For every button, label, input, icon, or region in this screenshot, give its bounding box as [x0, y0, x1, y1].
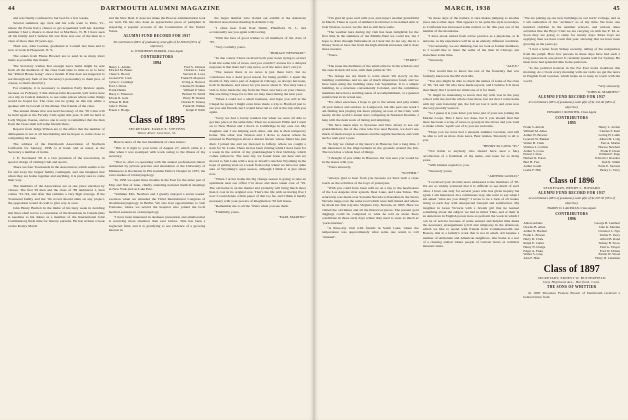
left-column-2	[109, 16, 206, 420]
class-heading-1897: Class of 1897	[543, 264, 600, 276]
rc1-para-10: “Yours sincerely,	[327, 165, 352, 170]
lc1-para-7: Reports from Judge Wilson are to the effect that the number of delinquents is not at all bewildering and he hopes to come close to completing his task.	[8, 127, 105, 141]
contributor-name: Leonard W. Cash	[108, 76, 132, 81]
lc1-para-8: The address of the Dartmouth Association of Northern California for January, 1938, is at hand, and as usual, at the Secretary a number of items.	[8, 141, 105, 155]
contributor-name: Leslie F. Hill	[523, 168, 541, 173]
contributor-name: Earle E. Stevens	[598, 164, 621, 169]
contributor-name: Fred W. Ulman	[599, 248, 621, 253]
year-1895: 1895	[567, 120, 576, 126]
contributor-name: Stevens R. Lowe	[182, 72, 206, 77]
rc3-para-1: “I had a letter from Sidney recently, telling of his resignation from his pulpit. How few persons in these days have had such a long pastorate in one place! It certainly speaks well for Sydney. He must have had splendid time in the pastorate.	[523, 47, 621, 65]
left-column-1	[8, 16, 105, 420]
contributor-name: Charles E. Tenney	[181, 99, 206, 104]
contributor-name: Frank H. Maynard	[180, 76, 206, 81]
contributor-name: Charles H. Perkins	[180, 84, 206, 89]
contributor-name: Frank L. Bowen	[523, 232, 545, 237]
contributor-name: Harry D. Lakeman	[595, 256, 621, 261]
rc1-para-3: “TERRY.”	[403, 58, 419, 63]
contributor-name: Arthur Gould	[523, 164, 542, 169]
lc3-para-11: “Faithfully yours,	[214, 209, 240, 214]
contributor-name: William F. Page	[598, 152, 621, 157]
contributor-name: Henry L. Adams	[108, 64, 131, 69]
class-secretary: SECRETARY, EARLE E. STEVENS	[128, 127, 186, 132]
contributor-name: Horace Newhart	[598, 144, 621, 149]
left-column-3	[209, 16, 306, 420]
contributor-name: Paul R. Smith	[601, 160, 621, 165]
fund-record-title: ALUMNI FUND RECORD FOR 1937	[123, 34, 191, 39]
lc3-para-10: “Remember me to all the ’95ers when you see them.	[214, 204, 289, 209]
contributor-name: Frank P. Owen	[600, 148, 621, 153]
contributor-name: Chase S. Brown	[108, 72, 131, 77]
rc2-para-1: “I have about retired from active practice as a physician, or in Arizona, as my experience will be as an entirely different condition.	[422, 34, 520, 43]
fund-record-title-1895: ALUMNI FUND RECORD FOR 1937	[538, 94, 606, 99]
contributor-name: John T. Harris	[108, 103, 128, 108]
contributor-name: Arthur S. Cross	[523, 148, 544, 153]
right-page	[314, 0, 628, 420]
lc1-para-9: J. E. Townsend ’95 is a vice president of the association, in special charge of visiting Club and sports.	[8, 155, 105, 164]
lc3-para-9: “When I arrive home the big change season is going to take an apartment near our office I’ve more and more taken care of ’95. The old home is on the market and probably will bring much more than it cost in its original cost. That’s the life with us having five I now I could delete a little paper of that too far, and I think it hardly necessary with your powers of imagination ’95 full house.	[209, 177, 307, 203]
rc1-para-0: “I’m glad all goes well with you, and expect another grandchild in March. There is a part of Amherst in October to be named Ann or Jean Watson, so now we the dad as still have some.	[322, 16, 419, 29]
rc1-para-1: “The weather here during my visit has been delightful for the first time in the summers of the Middle-West we could not, but I hope to drive through Nebraska in as I hear but do not say, but in a library State at best, but from the high altitude increases and it does more sweater.	[322, 30, 419, 52]
rc1-para-7: “We have taken trips to Syracuse and New Jersey to see our grandchildren, but of the class who live near Boston, we don’t see much of them except at reunions and the regular luncheon, and with such a rush year a year.	[322, 123, 419, 141]
contributor-name: Edgar A. Fiske	[523, 248, 544, 253]
issue-date: MARCH, 1938	[444, 5, 491, 12]
name-row	[109, 109, 206, 113]
rc1-para-13: “With you could have been with us on a trip to the headwaters of the Los Angeles river system, Deer Lake, and Lake Tahoe. The return trip was made over Sonoma Nevada to Pasadena in the Sierra Nevada range over the same road which were half mined and where he made his first trip into Virginia City, Nevada, in 1895. Here we visited the old mines and all the historical places. The present gold diggings could be compared to what he told us about there conditions in those early days where they used to wear as much as ‘pack-lunches’.	[322, 186, 419, 225]
lc3-para-12: “EARL MARTIN.”	[278, 215, 307, 220]
fund-record-line-1895: 43 contributors (96% of graduates), total gifts of $1,132.00 (98% of objective).	[528, 100, 616, 109]
rc3-para-2: “Is the political horizon in the Far East looks troublous this morning. At o’clock every morning with our radio we get the news in English from London, which helps us to keep in touch with the world.	[523, 65, 621, 83]
rc2-para-8: “So I guess it is your letter you have just of your son joining the Marine Corps. This I have not done, but it you should find that there has been a scrap of news or gossip in the above and you want to make a little ‘squib’ out of it, you are welcome.	[422, 111, 520, 129]
rc2-para-13: “Sincerely yours,	[427, 168, 453, 173]
lc1-para-0: and was finally confessed to her bed for a few weeks.	[13, 16, 89, 20]
contributor-name: John K. Marden	[598, 225, 621, 230]
contributor-name: William P. Shaw	[183, 87, 206, 92]
lc3-para-4: “HORACE NEWHART.”	[269, 50, 307, 55]
contributor-name: Herbert W. Smith	[182, 91, 206, 96]
class-agent-1895: EDWARD J. ROSSITER, Class Agent	[547, 110, 597, 115]
contributor-name: Clarence L. Nye	[598, 228, 621, 233]
year-1894: 1894	[152, 59, 162, 65]
lc1-para-4: The Secretary wishes that enough news items might be sent from all the members of the class from time to time so as to have the “Pallett House Gang” once a month. If that does not happen it is not through any fault of the Secretary’s personality to them (not, of course, to theirs directly!).	[8, 63, 105, 85]
contributor-name: Wilson B. Hall	[108, 99, 129, 104]
contributors-label-1896: CONTRIBUTORS	[555, 211, 589, 216]
lc1-para-3: The orders from Filene Howard are to send in as many short items as possible this month.	[8, 53, 105, 63]
rc1-para-5: “No doings are not much to write about. We slowly on the building committee, and no one of much importance fared, and we have been using the building since last September. It is a simple building, in a structure conveniently Colonial, and the committee members have had a startling sense of accomplishment, or a general satisfaction in its actual use.	[322, 73, 419, 99]
rc3-para-0: “We are putting up our new buildings on our Girls’ College, and as I am somewhat of the ‘architect’ as of my time. We have one hundred children in the summer schools, and various other activities like the Boys’ Club we are carrying on with the Y. M. A. Soon they are going to camp for twenty days. More boys are applying than we have room this year, showing that we have been growing as the years go.	[523, 16, 621, 46]
contributor-name: Charles L. Lane	[184, 68, 206, 73]
names-1896	[523, 222, 620, 261]
col2-para-16: “Summer Mrs. Newhart and I greatly enjoyed a seven weeks’ vacation when we attended the Third International Congress of Otorhinolaryngology in Berlin. We also had opportunities to visit Toulouse, where we served the hospital who joined the local medical sessions in otolaryngology.	[108, 192, 206, 214]
lc1-para-6: The annual dinner that was held Secretary of the ’95 Class will be held again at the Faculty Club again this year. It will be held at Lady Slipper, Keene, and no one is sorry to remember that the man from the Class shall tell some friends there.	[8, 109, 105, 126]
rc1-para-11: “SUTHER.”	[400, 170, 419, 175]
contributor-name: Albert M. Long	[599, 136, 621, 141]
left-page-number: 44	[8, 5, 15, 12]
contributor-name: Ralph E. Cutler	[523, 240, 544, 245]
lc1-para-11: The members of the Association are as one place enrolled by classes. The first 39 men and the class of ’89 numbered 1, then comes ’91-’94, and after that remains a very high average. If the Townsend family and the ’94 crowd should unite on any project, the opposition would do well to give way at once.	[8, 183, 105, 205]
contributor-name: Earl A. Martin	[600, 140, 621, 145]
rc1-para-4: “The issue the members of the small elite be in the scholars and the ones in their old now, with their prime in ’95.	[322, 63, 419, 73]
contributor-name: Henry L. Jordan	[598, 125, 621, 130]
rc1-para-2: “Yours,	[327, 52, 338, 57]
contributor-name: Wallace L. Collins	[523, 144, 548, 149]
contributor-name: Cyrus C. Comings	[108, 80, 134, 85]
contributor-name: George B. Lambert	[594, 221, 621, 226]
fund-record-line: 69 contributors (86% of graduates), total gifts of $1,506.00 (95% of objective).	[113, 39, 201, 48]
contributor-name: Fred J. Davis	[108, 84, 127, 89]
contributor-name: Edwin R. Gale	[108, 95, 129, 100]
class-1897-secretary: SECRETARY, ERNEST W. BUTTERFIELD	[537, 276, 606, 281]
rc3-sig-1: “Very sincerely,	[597, 84, 621, 89]
rc1-para-8: “In July we visited at my niece’s in Hanover, but a long time. I am interested in the improvement in the grounds around the Inn. The town has a whole host of things.	[322, 141, 419, 155]
contributor-name: Leonard W. Bunker	[523, 136, 550, 141]
col2-para-14: “That is, after co-operating with the annual professional diners demanded by private practice and attendance at the University of Minnesota at Rochester in Phi Gamma Delta’s Chapter in 1937, the extra studies of Otolaryngology.	[108, 159, 206, 177]
rc2-para-12: “With kindest regards to you,	[427, 163, 470, 168]
class-1897-address: Sixty Highland Ave., Hartford, Conn.	[542, 280, 601, 285]
contributor-name: Walter E. Perry	[599, 232, 621, 237]
contributor-name: Harry D. Clark	[523, 236, 544, 241]
names-1895	[523, 126, 620, 173]
col2-para-17: “I have been interested in deafness prevention and amelioration is receiving more attention than ever before. This has been a neglected field, and it is gratifying to see evidence of a growing interest in	[108, 215, 206, 232]
rc3-sig-2: “JOHN K. MARDEN.”	[586, 89, 621, 94]
name-row	[523, 169, 620, 173]
fund-record-line-1896: 44 contributors (98% of graduates), total gifts of $1,207.50 (95% of objective).	[528, 196, 616, 205]
rc2-para-9: “Hope you too have had a pleasant summer vacation, and will be able to tell us more class news. Best wishes, Sincerely to all to you.	[422, 129, 520, 143]
contributor-name: Burt H. Farr	[523, 160, 540, 165]
names-1894	[109, 66, 206, 113]
lc3-para-6: “The reason there is no news is just there isn’t, but no conscience has a dead good reason for being prolific. I spent the month of July and a part of August in Chicago, as always has been, both in business, and never let you know about it. You may take a visit to have made the trip from the West over here on your chance. But one thing I hope for is that we may meet during the next year.	[209, 70, 307, 96]
rc2-para-11: “Not liable to anybody who should have seen a fairy recollection of a freshman of my name, and none for so many years.	[422, 149, 520, 162]
lc3-para-7: “When I could not a small business, and hope you will at the Chapel he spoke I might even have made a trip to Hartford just to see you and friends, but I would have run to call at the trip with you again.	[209, 97, 307, 115]
contributor-name: Herbert R. Eaton	[523, 156, 546, 161]
rc2-para-2: “Occasionally, we are thinking, but we look at former members, as I would like to meet the same of the men in Chicago and elsewhere some time.	[422, 44, 520, 57]
class-address: White River Junction, Vt.	[137, 131, 177, 136]
contributor-name: Frank Dustin	[108, 87, 126, 92]
right-page-number: 45	[613, 5, 620, 12]
lc1-para-1: Several summers ago Jack and his wife went to Paris, Vt., where the Evans had a chance to get acquainted with her. Another summer I had a chance to meet her at Marlboro, N. H. I have seen all his family and I believe his son Nate was one of the men in a class of more than 20 years ago.	[8, 21, 105, 43]
lc1-para-5: For example, it is necessary to mention Early Review again, because on February 3 that almost-faint Roosevelt will arrive here on a trip in Central America, to see some places where some things would be hoped for. The class can be going on this trip while a speaker will be Lowell of the dinner. The friends of the class.	[8, 86, 105, 108]
right-page-header	[322, 5, 620, 13]
contributors-label-1895: CONTRIBUTORS	[555, 115, 589, 120]
contributor-name: Ralph P. Wells	[186, 107, 206, 112]
contributor-name: Abbott Adams	[523, 221, 543, 226]
year-1896: 1896	[567, 216, 576, 222]
rc3-para-last: In 1895 Theodore Francis Brown of Dartmouth received a belated letter from	[523, 290, 621, 299]
contributor-name: William M. Ames	[523, 129, 547, 134]
contributor-name: Henry C. Terry	[600, 168, 621, 173]
col2-para-12: Here is news of the last installment of class letters:	[113, 140, 186, 145]
col2-para-13: “This is it right to your letter of August 27, which came at a time when I was swamped with work owing to the illness of my secretary.	[108, 145, 206, 159]
contributor-name: Ernest J. Hodge	[108, 107, 130, 112]
contributor-name: Charles P. Kent	[599, 129, 621, 134]
right-column-2	[423, 16, 520, 420]
magazine-title: DARTMOUTH ALUMNI MAGAZINE	[100, 5, 221, 12]
contributor-name: Edward M. Baker	[108, 68, 133, 73]
contributor-name: Frank S. Abbott	[523, 125, 545, 130]
lc3-para-0: the larger number who visited our exhibit at the American Medical Association meeting in Atlantic City.	[209, 16, 307, 25]
contributor-name: Fred S. Johnson	[184, 64, 206, 69]
contributor-name: Arthur N. Bartlett	[523, 228, 547, 233]
rc2-para-5: “You would like to know the rest of the fraternity that was formerly known in the Phi Zeta Mu.	[422, 69, 520, 78]
rc2-para-15: “I received your circular news addressed to the members of ’95. We are so widely scattered that it is difficult to see much of each other. I have one lady for several years who has given inquiry but again. I am interested. In a continuous way, she went to say when I am asked ‘what are you doing?’ I wrote to be a Jack of all trades, doing at each day with unexpected tranquil and satisfaction. My daughter in Great Victoria with a Jewish girl that he learned something about the subject we had in mind. Thus, and at their in an American in English power here as perform the work in which I can be of service because of some earnest and helpful time make the necessary arrangements (civil and religious) in the afternoon, which we like to spend with friends from Commonwealth and Boston, this is a family’s work that is not in small. All besides a number of Armenian and American neighbors. Our home is a sort of a clearing station where people of various views as common interests visits.	[422, 179, 520, 249]
lc3-para-3: “Very cordially yours,	[214, 45, 246, 50]
contributor-name: John F. Hale	[523, 256, 540, 261]
contributors-label: CONTRIBUTORS	[140, 54, 174, 59]
rc2-para-10: “HENRY M. LONG ’95.”	[482, 143, 520, 148]
contributor-name: Arthur W. Bowers	[523, 132, 548, 137]
rc2-para-3: “Sincerely,	[427, 58, 444, 63]
right-column-1	[322, 16, 419, 420]
class-heading-1896: Class of 1896	[549, 176, 595, 186]
contributor-name: Charles B. Allen	[523, 225, 546, 230]
contributor-name: Henry N. Dodge	[523, 244, 546, 249]
left-page-header	[8, 5, 306, 13]
contributor-name: Ernest J. Dow	[523, 152, 542, 157]
lc3-para-2: “With the best of good wishes to all members of the class of ’95.	[209, 35, 307, 44]
rc1-para-14: “A three-day visit with friends in South Lake, where the temperature was approximately what some one wants to call ‘unusual’.	[322, 225, 419, 239]
contributor-name: Alfred B. Rand	[599, 236, 621, 241]
rc1-para-6: “For other exercises, I hope to get to the winter and play tennis all year indoor and outdoor as Longwood, but this past one week I am finding less playing but more playing on tour at the Club, with nearly all the world’s tennis stars competing in National Doubles. I help with the desk work of listing and umpiring.	[322, 100, 419, 122]
rc2-para-14: “ARTHUR GOULD.”	[487, 174, 520, 179]
contributor-name: Edwin W. Wood	[598, 252, 621, 257]
lc1-para-10: There are four Townsends in the Association, which seems to be far and away the largest family contingent, and one imagines that when they are home together and anything, it is pretty sure to come their way.	[8, 165, 105, 183]
rc1-para-12: “Always glad to hear from you because we have such a close touch on the activities of the boys of yesteryear.	[322, 176, 419, 185]
contributor-name: Frank M. Walker	[182, 103, 206, 108]
col2-para-0: and the New Deal. It does not make the Hoover administration look too well. He has also done an appreciative piece of pamphlet in preparing a popular account of the Constitution of the United States.	[108, 16, 206, 33]
right-column-3	[523, 16, 620, 420]
lc3-para-5: “In due course I have received both your notes trying to extract from me some bits of news, and you couldn’t’ excuse for a delayed response is that there isn’t any news, so if the letter don’t carry it.	[209, 56, 307, 69]
name-row	[523, 257, 620, 261]
contributor-name: Sidney B. Snow	[598, 240, 621, 245]
rc2-para-6: “You also might be able to check the names of some of the class of ’95, ’94 and ’96 who have made reports, and I believe it is more than likely that I would not mind one of it for them.	[422, 78, 520, 92]
col2-para-15: “In 1936 we spent three months in the East for the latter part of May and first of June, chiefly attending national medical meetings in New York and on Lake Erie.	[108, 178, 206, 191]
contributor-name: Walter S. Gray	[523, 252, 543, 257]
class-agent-1896: HARRY D. LAKEMAN, Class Agent	[547, 206, 596, 211]
lc1-para-12: John Henry Bartlett in the midst of his busy week in deciding that there shall not be a convention of the Rotarians in Canada (this is needless to his duties as a member of the International Joint Commission) finds time for literary pursuits. He has written a book on the Rotary Match	[8, 206, 105, 228]
rc2-para-7: “It might be interesting to know that my wife was in the prep school with me and the whole class there, but not that I come home with my own fraternity pin, the fall we lost it well, and even now she very proudly wears it.	[422, 93, 520, 110]
lc1-para-2: Their son, John Gordon, graduated at Cornell last June and is now at work in Hopewell, N. Y.	[8, 44, 105, 53]
contributor-name: Walter B. Clark	[523, 140, 545, 145]
contributor-name: Harry H. Stearns	[183, 95, 206, 100]
class-1896-secretary: SECRETARY, HENRY L. HOWARD	[543, 186, 600, 191]
contributor-name: Edward J. Rossiter	[595, 156, 621, 161]
contributor-name: Paul G. Thayer	[600, 244, 621, 249]
sons-of-whittier-heading: THE SONS OF WHITTIER	[546, 285, 597, 290]
contributor-name: Loring H. Lamb	[598, 132, 621, 137]
lc3-para-8: “Sorry we had a lovely reunion last when we were all able to get into place at the same time. Then we scattered. Hilda and I went on to New Haven and I drove to Cambridge in my own car. My daughter and I are helping each other, and she is their temporary home. The other was Watson and I drove to Aaron where he returned in Barrington about a distant friend, whose father has just died. I joined me and we motored to Jaffery, where we caught a train for St. Louis. There he has been visiting while I have been for a week in the arrival of my granddaughter’s first birthday, which comes tomorrow. The next day we found Jesse out here and we moved to Salt Lake with a stop at Jewell’s ranch in Wyoming in the hope of getting west on a week from today where we have not quite sure of Wyoming’s open season, although I think it is just about now.	[209, 115, 307, 176]
class-heading-1895: Class of 1895	[128, 115, 186, 127]
contributor-name: Irving A. Newton	[182, 80, 206, 85]
rc2-para-0: “In these days of the trailers, it sure makes jumping to another place since other days. This appears to be quite the style nowadays, as California has increased some trailers so far this year out of the number of the mountains.	[422, 16, 520, 33]
rc2-para-4: “ALEX.”	[505, 63, 520, 68]
contributor-name: Harry C. Emerson	[108, 91, 133, 96]
rc1-para-9: “I thought of you while in Hanover, but was sure you would be in the house with you.	[322, 155, 419, 164]
class-agent: G. WOODBURY PARKER, Class Agent	[130, 49, 184, 54]
fund-record-title-1896: ALUMNI FUND RECORD FOR 1937	[538, 191, 606, 196]
lc3-para-1: “I often hear from Paul Smith, Plainfield, N. J., and occasionally see you again with Loring.	[209, 25, 307, 35]
